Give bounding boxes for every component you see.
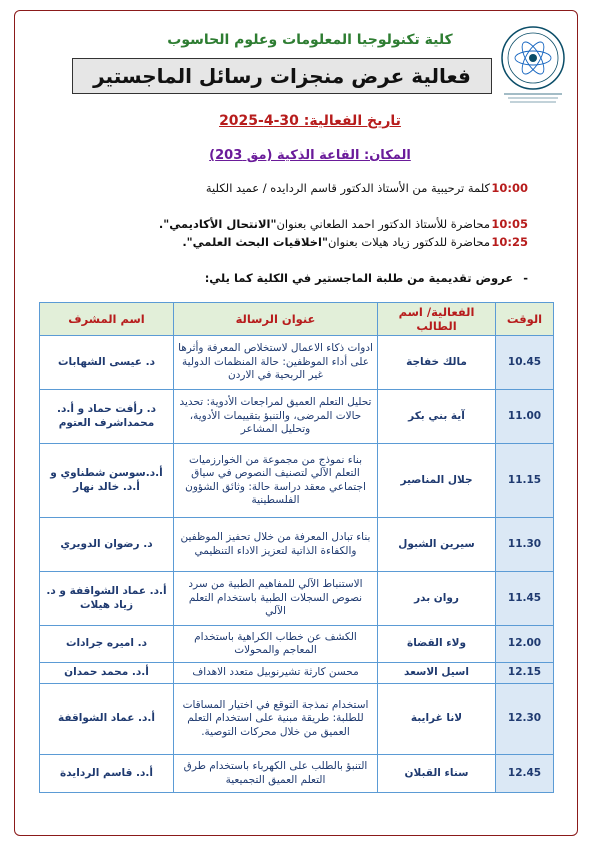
- cell-time: 12.15: [496, 663, 554, 684]
- cell-supervisor: أ.د. عماد الشواقفة و د. زياد هيلات: [40, 572, 174, 626]
- cell-thesis: تحليل التعلم العميق لمراجعات الأدوية: تحديد حالات المرضى، والتنبؤ بتقييمات الأدوية، وتحليل المشاعر: [174, 390, 378, 444]
- cell-time: 11.15: [496, 444, 554, 518]
- cell-student: لانا غرايبة: [378, 684, 496, 755]
- cell-thesis: ادوات ذكاء الاعمال لاستخلاص المعرفة وأثرها على أداء الموظفين: حالة المنظمات الدولية غير الربحية في الاردن: [174, 336, 378, 390]
- table-row: [40, 572, 554, 626]
- table-header-row: [40, 303, 554, 336]
- cell-thesis: التنبؤ بالطلب على الكهرباء باستخدام طرق التعلم العميق التجميعية: [174, 755, 378, 793]
- cell-supervisor: د. رضوان الدويري: [40, 518, 174, 572]
- cell-student: سناء القبلان: [378, 755, 496, 793]
- event-place: المكان: القاعة الذكية (مق 203): [209, 148, 411, 163]
- intro-dash: -: [523, 271, 528, 285]
- university-logo: [496, 22, 570, 108]
- program-title: "الانتحال الأكاديمي".: [158, 217, 277, 231]
- table-row: [40, 626, 554, 663]
- cell-supervisor: أ.د.سوسن شطناوي و أ.د. خالد نهار: [40, 444, 174, 518]
- cell-student: ولاء القضاة: [378, 626, 496, 663]
- cell-student: روان بدر: [378, 572, 496, 626]
- column-header-time: الوقت: [496, 303, 554, 336]
- event-title: فعالية عرض منجزات رسائل الماجستير: [72, 58, 492, 94]
- column-header-supervisor: اسم المشرف: [40, 303, 174, 336]
- program-item: [60, 235, 528, 249]
- program-item: [60, 217, 528, 231]
- table-row: [40, 390, 554, 444]
- column-header-student: الفعالية/ اسم الطالب: [378, 303, 496, 336]
- cell-thesis: الكشف عن خطاب الكراهية باستخدام المعاجم والمحولات: [174, 626, 378, 663]
- program-time: 10:00: [491, 181, 528, 195]
- program-text: كلمة ترحيبية من الأستاذ الدكتور قاسم الردايده / عميد الكلية: [205, 181, 490, 195]
- cell-time: 11.45: [496, 572, 554, 626]
- program-text: محاضرة للدكتور زياد هيلات بعنوان: [327, 235, 490, 249]
- cell-supervisor: د. عيسى الشهابات: [40, 336, 174, 390]
- cell-supervisor: أ.د. محمد حمدان: [40, 663, 174, 684]
- schedule-table: [39, 302, 554, 793]
- cell-student: مالك خفاجة: [378, 336, 496, 390]
- cell-supervisor: د. رأفت حماد و أ.د. محمداشرف العتوم: [40, 390, 174, 444]
- column-header-thesis: عنوان الرسالة: [174, 303, 378, 336]
- cell-supervisor: أ.د. عماد الشواقفة: [40, 684, 174, 755]
- cell-thesis: محسن كارثة تشيرنوبيل متعدد الاهداف: [174, 663, 378, 684]
- cell-time: 11.00: [496, 390, 554, 444]
- cell-thesis: استخدام نمذجة التوقع في اختيار المساقات للطلبة: طريقة مبنية على استخدام التعلم العميق من خلال محركات التوصية.: [174, 684, 378, 755]
- cell-thesis: بناء تبادل المعرفة من خلال تحفيز الموظفين والكفاءة الذاتية لتعزيز الاداء التنظيمي: [174, 518, 378, 572]
- cell-thesis: الاستنباط الآلي للمفاهيم الطبية من سرد نصوص السجلات الطبية باستخدام التعلم الآلي: [174, 572, 378, 626]
- intro-text: عروض تقديمية من طلبة الماجستير في الكلية كما يلي:: [204, 271, 514, 285]
- program-text: محاضرة للأستاذ الدكتور احمد الطعاني بعنوان: [276, 217, 490, 231]
- cell-supervisor: د. اميره جرادات: [40, 626, 174, 663]
- table-row: [40, 518, 554, 572]
- cell-supervisor: أ.د. قاسم الردايدة: [40, 755, 174, 793]
- cell-time: 10.45: [496, 336, 554, 390]
- cell-student: سيرين الشبول: [378, 518, 496, 572]
- cell-student: جلال المناصير: [378, 444, 496, 518]
- cell-time: 12.00: [496, 626, 554, 663]
- table-row: [40, 755, 554, 793]
- table-row: [40, 444, 554, 518]
- table-row: [40, 663, 554, 684]
- event-date: تاريخ الفعالية: 30-4-2025: [219, 113, 401, 129]
- cell-time: 12.45: [496, 755, 554, 793]
- cell-student: اسيل الاسعد: [378, 663, 496, 684]
- cell-time: 11.30: [496, 518, 554, 572]
- program-title: "اخلاقيات البحث العلمي".: [182, 235, 328, 249]
- program-time: 10:25: [491, 235, 528, 249]
- program-item: [60, 181, 528, 195]
- presentations-intro: [60, 271, 528, 285]
- cell-thesis: بناء نموذج من مجموعة من الخوارزميات التعلم الآلي لتصنيف النصوص في سياق اجتماعي معقد دراسة حالة: وثائق الشؤون الفلسطينية: [174, 444, 378, 518]
- table-row: [40, 336, 554, 390]
- cell-student: آية بني بكر: [378, 390, 496, 444]
- college-name: كلية تكنولوجيا المعلومات وعلوم الحاسوب: [167, 32, 453, 48]
- program-time: 10:05: [491, 217, 528, 231]
- cell-time: 12.30: [496, 684, 554, 755]
- table-row: [40, 684, 554, 755]
